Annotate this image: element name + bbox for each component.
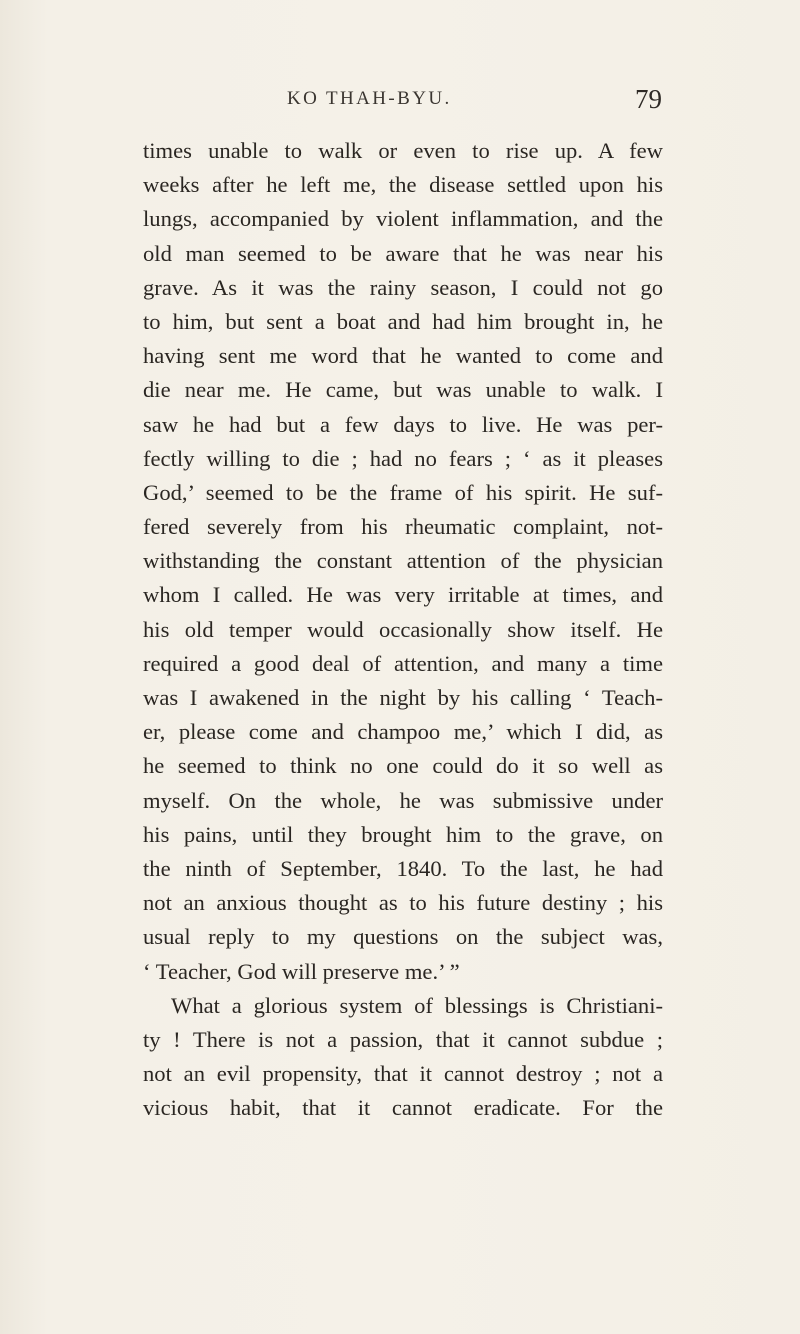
text-line: ty ! There is not a passion, that it cannot subdue ; bbox=[143, 1026, 663, 1052]
text-line: to him, but sent a boat and had him brought in, he bbox=[143, 308, 663, 334]
text-line: saw he had but a few days to live. He was per- bbox=[143, 411, 663, 437]
running-head bbox=[0, 84, 800, 120]
text-line: lungs, accompanied by violent inflammation, and the bbox=[143, 206, 663, 232]
text-line: er, please come and champoo me,’ which I did, as bbox=[143, 719, 663, 745]
text-line: myself. On the whole, he was submissive under bbox=[143, 787, 663, 813]
text-line: was I awakened in the night by his calling ‘ Teach- bbox=[143, 685, 663, 710]
text-line: not an anxious thought as to his future destiny ; his bbox=[143, 890, 663, 916]
text-line-paragraph-start: What a glorious system of blessings is Christiani- bbox=[171, 992, 663, 1018]
text-line: fered severely from his rheumatic complaint, not- bbox=[143, 514, 663, 540]
text-line: having sent me word that he wanted to come and bbox=[143, 343, 663, 369]
text-line: fectly willing to die ; had no fears ; ‘ as it pleases bbox=[143, 445, 663, 471]
text-line: grave. As it was the rainy season, I could not go bbox=[143, 274, 663, 300]
text-body bbox=[143, 134, 663, 1125]
text-line: not an evil propensity, that it cannot destroy ; not a bbox=[143, 1061, 663, 1087]
text-line: die near me. He came, but was unable to walk. I bbox=[143, 377, 663, 403]
text-line: old man seemed to be aware that he was near his bbox=[143, 240, 663, 266]
page-number: 79 bbox=[635, 84, 662, 114]
text-line: he seemed to think no one could do it so well as bbox=[143, 753, 663, 779]
text-line: God,’ seemed to be the frame of his spirit. He suf- bbox=[143, 479, 663, 505]
text-line: weeks after he left me, the disease settled upon his bbox=[143, 172, 663, 198]
text-line: his pains, until they brought him to the grave, on bbox=[143, 821, 663, 847]
text-line: usual reply to my questions on the subject was, bbox=[143, 924, 663, 950]
text-line: whom I called. He was very irritable at times, and bbox=[143, 582, 663, 608]
text-line: times unable to walk or even to rise up. A few bbox=[143, 138, 663, 163]
text-line: vicious habit, that it cannot eradicate. For the bbox=[143, 1095, 663, 1121]
text-line: required a good deal of attention, and many a time bbox=[143, 650, 663, 676]
text-line: his old temper would occasionally show itself. He bbox=[143, 616, 663, 642]
running-title: KO THAH-BYU. bbox=[287, 88, 452, 109]
text-line: withstanding the constant attention of the physician bbox=[143, 548, 663, 574]
text-line-paragraph-end: ‘ Teacher, God will preserve me.’ ” bbox=[143, 958, 460, 984]
text-line: the ninth of September, 1840. To the last, he had bbox=[143, 855, 663, 881]
